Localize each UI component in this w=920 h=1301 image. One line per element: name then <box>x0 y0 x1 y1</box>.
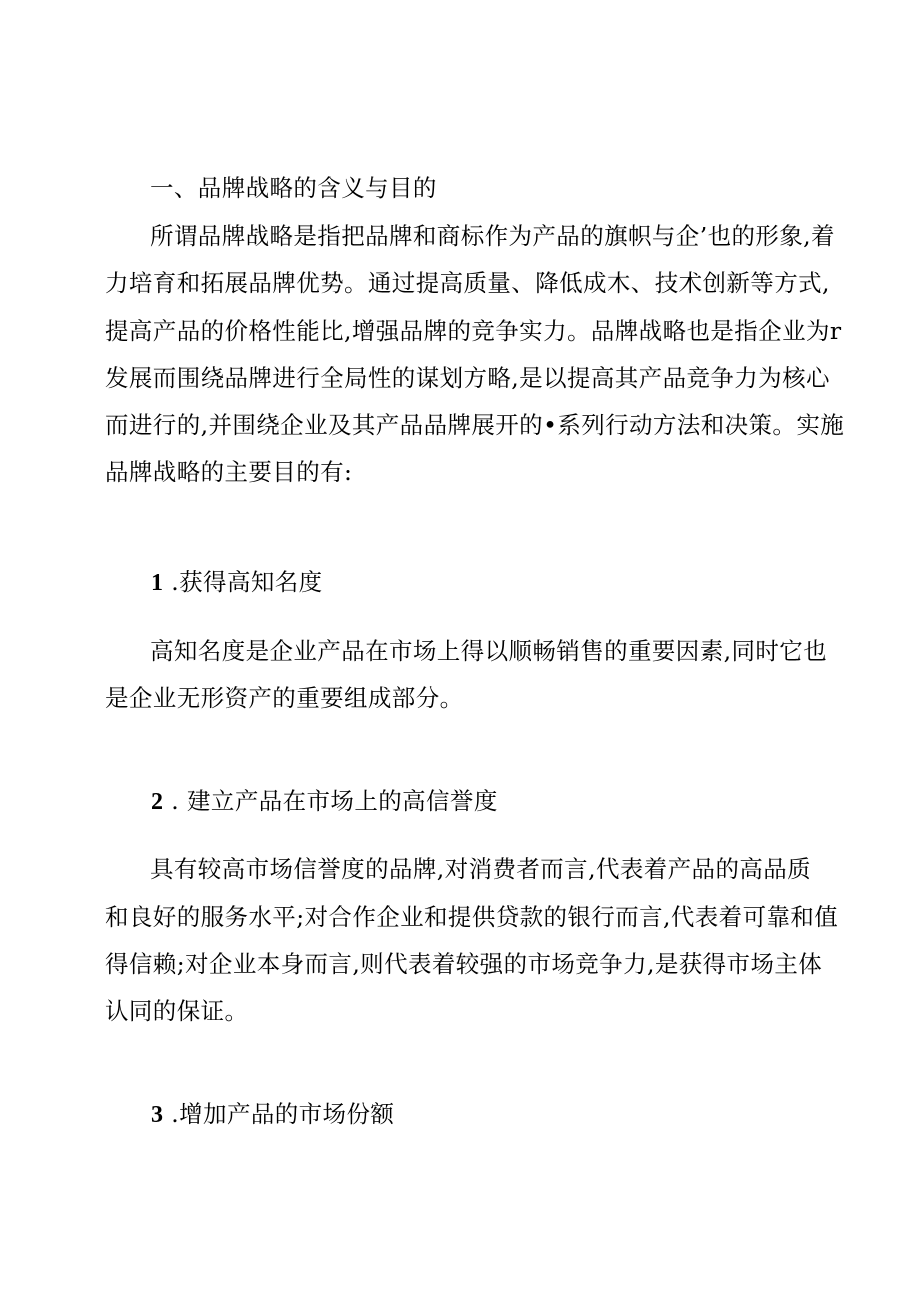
item-body-line: 认同的保证。 <box>105 997 249 1025</box>
item-number: 2 <box>151 789 164 815</box>
item-heading <box>151 567 323 598</box>
intro-line: 发展而围绕品牌进行全局性的谋划方略,是以提高其产品竞争力为核心 <box>105 364 830 392</box>
item-heading <box>151 786 498 817</box>
item-number: 3 <box>151 1102 164 1128</box>
item-body-line: 高知名度是企业产品在市场上得以顺畅销售的重要因素,同时它也 <box>150 637 828 665</box>
item-body-line: 得信赖;对企业本身而言,则代表着较强的市场竞争力,是获得市场主体 <box>105 950 823 978</box>
item-title: .获得高知名度 <box>171 568 323 596</box>
intro-line: 力培育和拓展品牌优势。通过提高质量、降低成木、技术创新等方式, <box>105 269 830 297</box>
section-heading: 一、品牌战略的含义与目的 <box>150 174 437 202</box>
item-number: 1 <box>151 570 164 596</box>
intro-line: 品牌战略的主要目的有: <box>105 458 353 486</box>
item-body-line: 是企业无形资产的重要组成部分。 <box>105 684 464 712</box>
intro-line: 所谓品牌战略是指把品牌和商标作为产品的旗帜与企’也的形象,着 <box>150 222 835 250</box>
item-body-line: 具有较高市场信誉度的品牌,对消费者而言,代表着产品的高品质 <box>150 855 812 883</box>
item-heading <box>151 1099 394 1130</box>
item-title: . 建立产品在市场上的高信誉度 <box>171 787 498 815</box>
item-title: .增加产品的市场份额 <box>171 1100 395 1128</box>
intro-line: 提高产品的价格性能比,增强品牌的竞争实力。品牌战略也是指企业为r <box>105 317 842 345</box>
intro-line: 而进行的,并围绕企业及其产品品牌展开的•系列行动方法和决策。实施 <box>105 411 845 439</box>
item-body-line: 和良好的服务水平;对合作企业和提供贷款的银行而言,代表着可靠和值 <box>105 903 839 931</box>
